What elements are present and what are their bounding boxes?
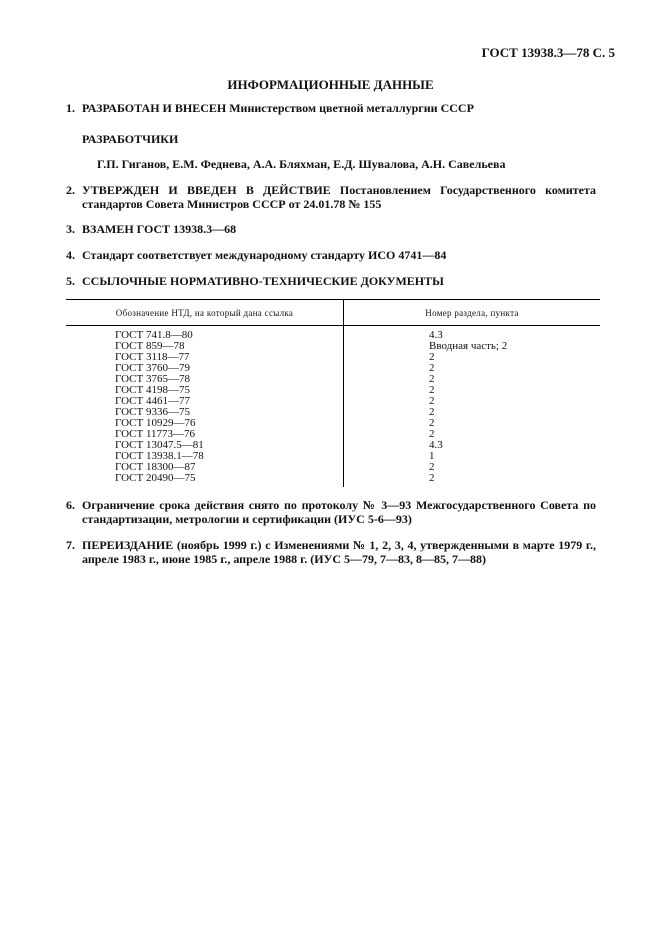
developers-names: Г.П. Гиганов, Е.М. Феднева, А.А. Бляхман, Е.Д. Шувалова, А.Н. Савельева (97, 157, 506, 171)
cell-section: 1 (429, 450, 435, 462)
item-6 (66, 498, 596, 526)
cell-section: 2 (429, 461, 435, 473)
item-3-text: ВЗАМЕН ГОСТ 13938.3—68 (82, 222, 237, 236)
column-header-document: Обозначение НТД, на который дана ссылка (66, 300, 344, 326)
cell-document: ГОСТ 13047.5—81 (66, 440, 344, 451)
cell-document: ГОСТ 10929—76 (66, 418, 344, 429)
item-7-lead: ПЕРЕИЗДАНИЕ (82, 538, 174, 552)
page-title: ИНФОРМАЦИОННЫЕ ДАННЫЕ (227, 77, 434, 92)
item-6-number: 6. (66, 498, 75, 512)
cell-section: 2 (429, 373, 435, 385)
cell-section: 2 (429, 395, 435, 407)
table-row (66, 473, 600, 487)
cell-document: ГОСТ 4461—77 (66, 396, 344, 407)
item-1-text: РАЗРАБОТАН И ВНЕСЕН Министерством цветной металлургии СССР (82, 101, 474, 115)
cell-section: 2 (429, 472, 435, 484)
item-4-number: 4. (66, 248, 75, 262)
table-header-row (66, 300, 600, 326)
page-header-standard: ГОСТ 13938.3—78 С. 5 (481, 45, 615, 60)
item-5 (66, 274, 596, 288)
item-2-text: Постановлением Государственного комитета стандартов Совета Министров СССР от 24.01.78 № 155 (82, 183, 596, 211)
item-3 (66, 222, 596, 236)
developers-label: РАЗРАБОТЧИКИ (82, 132, 179, 146)
item-2-lead: УТВЕРЖДЕН И ВВЕДЕН В ДЕЙСТВИЕ (82, 183, 331, 197)
cell-document: ГОСТ 3765—78 (66, 374, 344, 385)
cell-document: ГОСТ 13938.1—78 (66, 451, 344, 462)
cell-section: Вводная часть; 2 (429, 340, 508, 352)
cell-document: ГОСТ 20490—75 (66, 473, 344, 487)
item-2 (66, 183, 596, 211)
item-4 (66, 248, 596, 262)
cell-section: 2 (429, 428, 435, 440)
item-1-number: 1. (66, 101, 75, 115)
cell-section: 2 (429, 351, 435, 363)
item-7-body (82, 538, 596, 566)
cell-document: ГОСТ 859—78 (66, 341, 344, 352)
cell-document: ГОСТ 741.8—80 (66, 326, 344, 342)
item-7 (66, 538, 596, 566)
cell-section: 2 (429, 417, 435, 429)
item-6-text: Ограничение срока действия снято по протоколу № 3—93 Межгосударственного Совета по стандартизации, метрологии и сертификации (ИУС 5-6—93) (82, 498, 596, 526)
item-1 (66, 101, 596, 115)
cell-section: 2 (429, 384, 435, 396)
cell-section: 2 (429, 406, 435, 418)
column-header-section: Номер раздела, пункта (344, 300, 601, 326)
item-7-number: 7. (66, 538, 75, 552)
item-5-number: 5. (66, 274, 75, 288)
reference-documents-table (66, 299, 600, 487)
cell-document: ГОСТ 9336—75 (66, 407, 344, 418)
table-row (66, 326, 600, 342)
cell-section: 4.3 (429, 439, 443, 451)
item-5-text: ССЫЛОЧНЫЕ НОРМАТИВНО-ТЕХНИЧЕСКИЕ ДОКУМЕНТЫ (82, 274, 444, 288)
item-2-number: 2. (66, 183, 75, 197)
item-3-number: 3. (66, 222, 75, 236)
cell-document: ГОСТ 18300—87 (66, 462, 344, 473)
item-2-body (82, 183, 596, 211)
cell-document: ГОСТ 4198—75 (66, 385, 344, 396)
item-4-text: Стандарт соответствует международному стандарту ИСО 4741—84 (82, 248, 447, 262)
cell-section: 2 (429, 362, 435, 374)
cell-document: ГОСТ 11773—76 (66, 429, 344, 440)
cell-document: ГОСТ 3118—77 (66, 352, 344, 363)
cell-section: 4.3 (429, 329, 443, 341)
item-7-text: (ноябрь 1999 г.) с Изменениями № 1, 2, 3, 4, утвержденными в марте 1979 г., апреле 1983 г., июне 1985 г., апреле 1988 г. (ИУС 5—79, 7—83, 8—85, 7—88) (82, 538, 596, 566)
cell-document: ГОСТ 3760—79 (66, 363, 344, 374)
